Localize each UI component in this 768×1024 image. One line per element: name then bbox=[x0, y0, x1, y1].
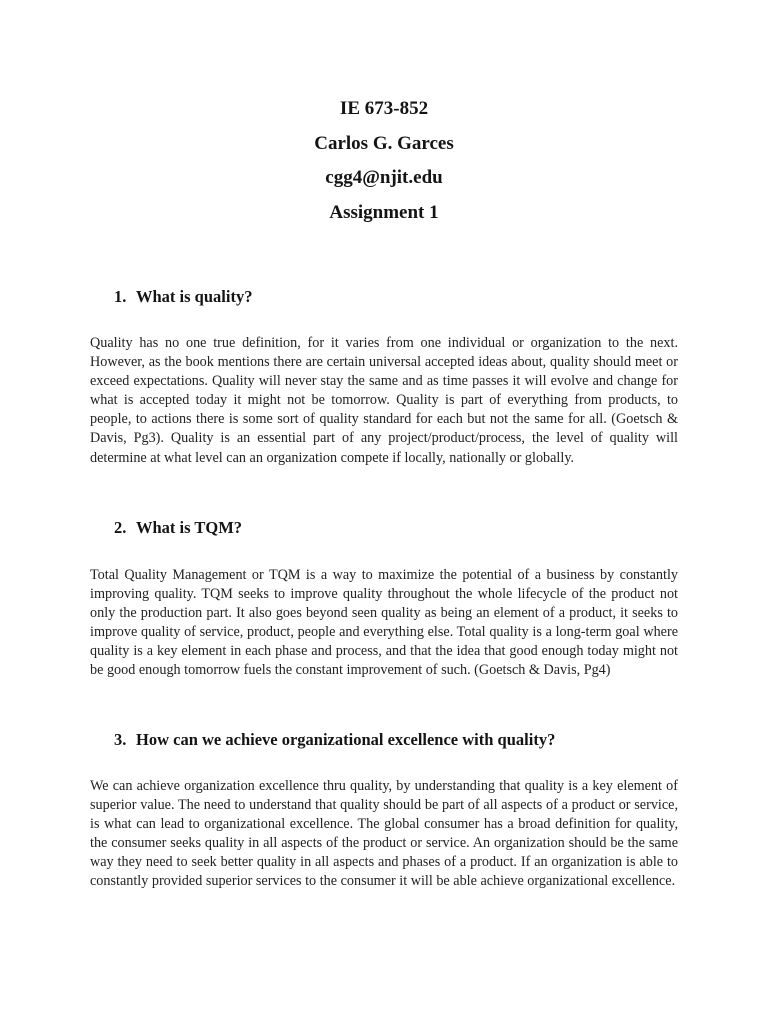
question-3-number: 3. bbox=[114, 730, 127, 749]
course-code: IE 673-852 bbox=[339, 98, 429, 119]
author-email: cgg4@njit.edu bbox=[325, 167, 443, 188]
question-3-text: How can we achieve organizational excellence with quality? bbox=[136, 730, 556, 749]
document-header bbox=[0, 92, 768, 230]
assignment-title: Assignment 1 bbox=[329, 201, 439, 223]
answer-2-paragraph: Total Quality Management or TQM is a way to maximize the potential of a business by constantly improving quality. TQM seeks to improve quality throughout the whole lifecycle of the product not only the production part. It also goes beyond seen quality as being an element of a product, it seeks to improve quality of service, product, people and everything else. Total quality is a long-term goal where quality is a key element in each phase and process, and that the idea that good enough today might not be good enough tomorrow fuels the constant improvement of such. (Goetsch & Davis, Pg4) bbox=[90, 567, 678, 679]
answer-1-paragraph: Quality has no one true definition, for it varies from one individual or organization to the next. However, as the book mentions there are certain universal accepted ideas about, quality should meet or exceed expectations. Quality will never stay the same and as time passes it will evolve and change for what is accepted today it might not be tomorrow. Quality is part of everything from products, to people, to actions there is some sort of quality standard for each but not the same for all. (Goetsch & Davis, Pg3). Quality is an essential part of any project/product/process, the level of quality will determine at what level can an organization compete if locally, nationally or globally. bbox=[90, 335, 678, 466]
question-2-text: What is TQM? bbox=[136, 518, 243, 537]
question-1-text: What is quality? bbox=[136, 287, 253, 306]
question-2-heading bbox=[114, 517, 242, 539]
question-1-number: 1. bbox=[114, 287, 127, 306]
question-2-number: 2. bbox=[114, 518, 127, 537]
author-name: Carlos G. Garces bbox=[314, 132, 454, 154]
question-1-heading bbox=[114, 286, 252, 308]
question-3-heading bbox=[114, 729, 555, 751]
answer-3-paragraph: We can achieve organization excellence thru quality, by understanding that quality is a key element of superior value. The need to understand that quality should be part of all aspects of a product or service, is what can lead to organizational excellence. The global consumer has a broad definition for quality, the consumer seeks quality in all aspects of the product or service. An organization should be the same way they need to seek better quality in all aspects and phases of a product. If an organization is able to constantly provided superior services to the consumer it will be able achieve organizational excellence. bbox=[90, 778, 678, 890]
